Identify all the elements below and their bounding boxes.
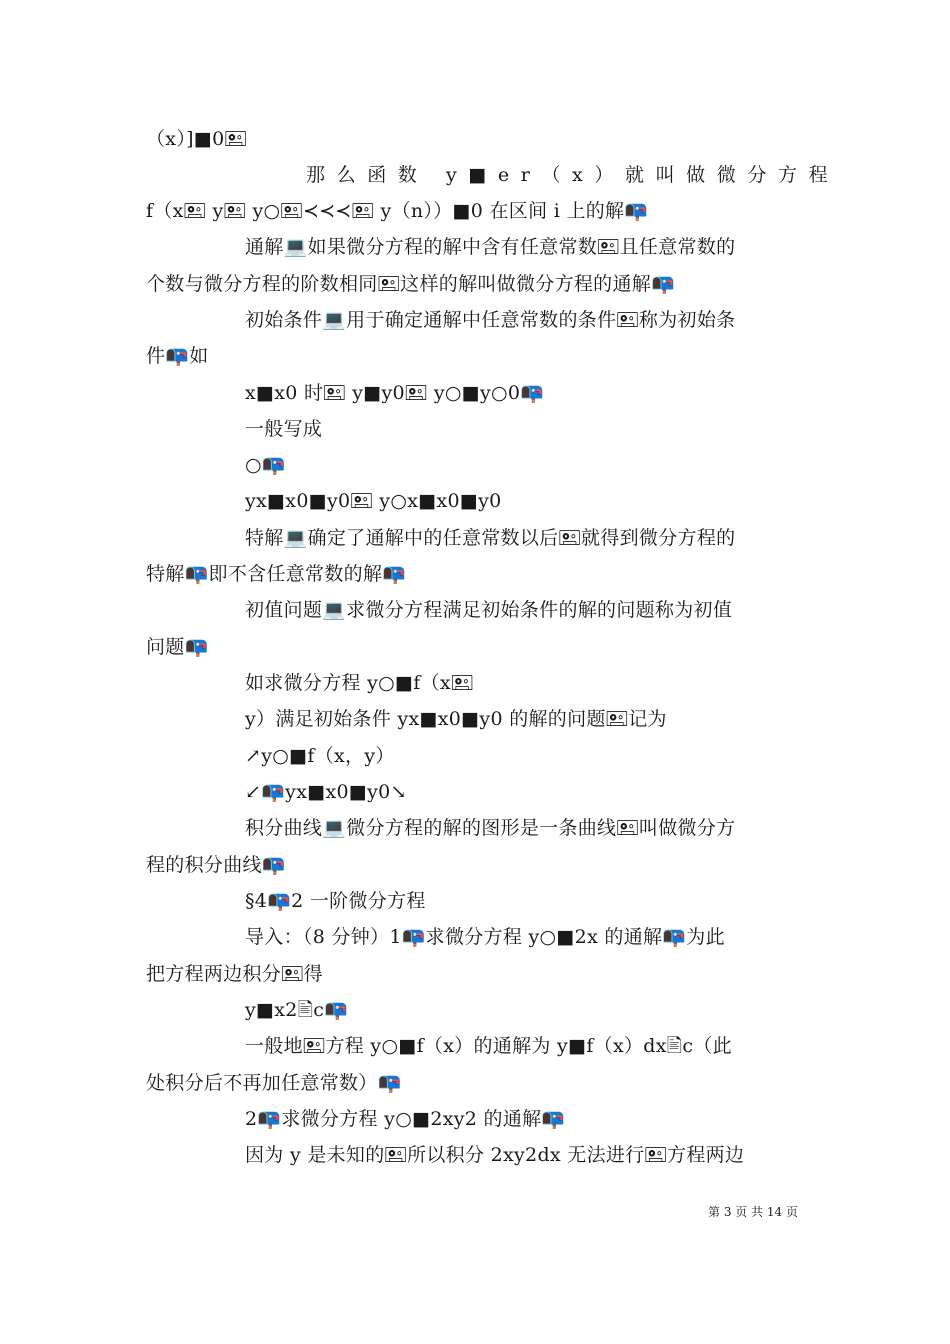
- text-line: 积分曲线💻微分方程的解的图形是一条曲线🖭叫做微分方: [245, 817, 736, 839]
- text-line: yx■x0■y0🖭 y○x■x0■y0: [245, 490, 502, 512]
- text-line: 特解💻确定了通解中的任意常数以后🖭就得到微分方程的: [245, 527, 736, 549]
- text-line: y■x2🖹c📭: [245, 999, 349, 1021]
- text-line: 问题📭: [146, 636, 209, 658]
- text-line: 特解📭即不含任意常数的解📭: [146, 563, 407, 585]
- text-line: 把方程两边积分🖭得: [146, 963, 323, 985]
- text-line: 2📭求微分方程 y○■2xy2 的通解📭: [245, 1108, 566, 1130]
- text-line: 如求微分方程 y○■f（x🖭: [245, 672, 474, 694]
- text-line: y）满足初始条件 yx■x0■y0 的解的问题🖭记为: [245, 708, 667, 730]
- text-line: 因为 y 是未知的🖭所以积分 2xy2dx 无法进行🖭方程两边: [245, 1144, 745, 1166]
- text-line: 程的积分曲线📭: [146, 854, 286, 876]
- text-line: 个数与微分方程的阶数相同🖭这样的解叫做微分方程的通解📭: [146, 273, 676, 295]
- text-line: ↗y○■f（x，y）: [245, 745, 395, 767]
- text-line: ○📭: [245, 454, 286, 476]
- text-line: x■x0 时🖭 y■y0🖭 y○■y○0📭: [245, 382, 545, 404]
- text-line: f（x🖭 y🖭 y○🖭≺≺≺🖭 y（n））■0 在区间 i 上的解📭: [146, 200, 649, 222]
- text-line: 一般地🖭方程 y○■f（x）的通解为 y■f（x）dx🖹c（此: [245, 1035, 732, 1057]
- text-line: 初始条件💻用于确定通解中任意常数的条件🖭称为初始条: [245, 309, 736, 331]
- text-line: （x）]■0🖭: [146, 128, 248, 150]
- text-line: 初值问题💻求微分方程满足初始条件的解的问题称为初值: [245, 599, 733, 621]
- text-line: ↙📭yx■x0■y0↘: [245, 781, 407, 803]
- text-line: 导入：（8 分钟）1📭求微分方程 y○■2x 的通解📭为此: [245, 926, 725, 948]
- text-line: 一般写成: [245, 418, 323, 440]
- text-line: 处积分后不再加任意常数）📭: [146, 1072, 402, 1094]
- section-heading: §4📭2 一阶微分方程: [245, 890, 426, 912]
- text-line: 件📭如: [146, 345, 209, 367]
- text-line: 那么函数 y■er（x）就叫做微分方程: [306, 164, 840, 186]
- page-footer: 第 3 页 共 14 页: [708, 1205, 798, 1219]
- text-line: 通解💻如果微分方程的解中含有任意常数🖭且任意常数的: [245, 236, 736, 258]
